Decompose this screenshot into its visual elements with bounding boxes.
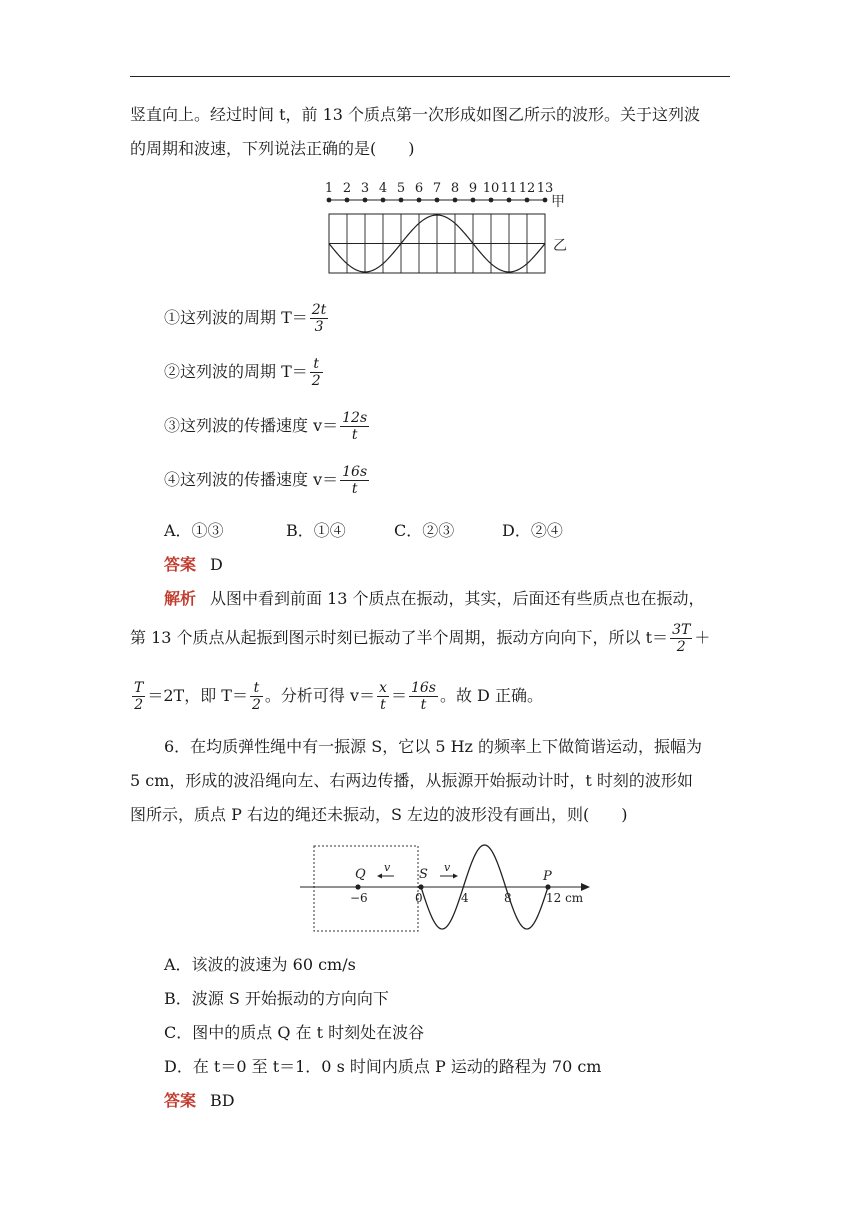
- q5-options: [164, 520, 764, 542]
- particle-label: 11: [500, 181, 518, 196]
- analysis-text: ＋: [694, 628, 711, 647]
- fraction-den: 2: [251, 697, 261, 713]
- point-q-dot: [355, 884, 360, 889]
- q6-stem-line3: 图所示，质点 P 右边的绳还未振动，S 左边的波形没有画出，则( ): [130, 805, 628, 824]
- analysis-label: 解析: [164, 589, 197, 608]
- fraction: [409, 680, 438, 713]
- answer-value: BD: [210, 1091, 235, 1110]
- particle-label: 8: [450, 181, 460, 196]
- fraction-den: t: [420, 697, 427, 713]
- fraction-num: x: [379, 680, 387, 696]
- analysis-text: 第 13 个质点从起振到图示时刻已振动了半个周期，振动方向向下，所以 t＝: [130, 628, 669, 647]
- velocity-label-left: v: [384, 861, 391, 874]
- header-rule: [130, 76, 730, 77]
- particle-label: 12: [518, 181, 536, 196]
- tick-12cm: 12 cm: [546, 891, 584, 905]
- x-axis-arrowhead: [581, 883, 590, 891]
- analysis-text: ＝2T，即 T＝: [147, 686, 248, 705]
- particle-dot: [525, 198, 530, 203]
- fraction-den: 2: [676, 639, 686, 655]
- particle-label: 6: [414, 181, 424, 196]
- particle-label: 3: [360, 181, 370, 196]
- q6-option-c[interactable]: C．图中的质点 Q 在 t 时刻处在波谷: [164, 1023, 425, 1042]
- analysis-text: 。分析可得 v＝: [264, 686, 376, 705]
- fraction: [310, 302, 329, 335]
- q6-option-d[interactable]: D．在 t＝0 至 t＝1．0 s 时间内质点 P 运动的路程为 70 cm: [164, 1057, 602, 1076]
- particle-label: 10: [482, 181, 500, 196]
- statement-2-text: ②这列波的周期 T＝: [164, 362, 308, 381]
- statement-4-text: ④这列波的传播速度 v＝: [164, 470, 339, 489]
- particle-label: 9: [468, 181, 478, 196]
- particle-dot: [399, 198, 404, 203]
- statement-2: [164, 356, 764, 396]
- q5-analysis-line1: [164, 588, 764, 610]
- q5-analysis-line2: [130, 622, 730, 662]
- fraction-den: 2: [311, 373, 321, 389]
- answer-label: 答案: [164, 1091, 197, 1110]
- velocity-arrowhead-left: [377, 874, 382, 879]
- tick-4: 4: [461, 891, 469, 905]
- fraction: [310, 356, 323, 389]
- particle-dot: [363, 198, 368, 203]
- q5-figure: [318, 178, 578, 278]
- q5-stem-line2: 的周期和波速，下列说法正确的是( ): [130, 139, 415, 158]
- velocity-label-right: v: [444, 861, 451, 874]
- label-jia: 甲: [551, 194, 565, 210]
- particle-label: 13: [536, 181, 554, 196]
- fraction: [250, 680, 263, 713]
- fraction-num: 16s: [410, 680, 436, 696]
- statement-3: [164, 410, 764, 450]
- answer-label: 答案: [164, 555, 197, 574]
- analysis-text: 。故 D 正确。: [439, 686, 543, 705]
- q5-analysis-line3: [130, 680, 730, 720]
- fraction-num: t: [310, 356, 323, 373]
- particle-dot: [471, 198, 476, 203]
- fraction-num: t: [250, 680, 263, 697]
- particle-dot: [507, 198, 512, 203]
- q6-answer: [164, 1090, 764, 1112]
- answer-value: D: [210, 555, 223, 574]
- label-p: P: [543, 869, 552, 884]
- particle-label: 5: [396, 181, 406, 196]
- option-b[interactable]: B．①④: [286, 521, 346, 540]
- label-yi: 乙: [553, 238, 567, 254]
- q6-option-a[interactable]: A．该波的波速为 60 cm/s: [164, 955, 356, 974]
- fraction-num: 3T: [672, 622, 691, 638]
- fraction-num: 2t: [311, 302, 327, 318]
- fraction: [132, 680, 145, 713]
- particle-dot: [417, 198, 422, 203]
- label-s: S: [419, 867, 428, 882]
- tick-8: 8: [504, 891, 512, 905]
- analysis-text: 从图中看到前面 13 个质点在振动，其实，后面还有些质点也在振动，: [210, 589, 705, 608]
- fraction-num: 16s: [342, 464, 368, 480]
- tick-minus6: −6: [350, 891, 368, 905]
- particle-label: 4: [378, 181, 388, 196]
- analysis-text: ＝: [390, 686, 407, 705]
- fraction-den: t: [351, 427, 358, 443]
- fraction-den: 2: [134, 697, 144, 713]
- q6-stem-line2: 5 cm，形成的波沿绳向左、右两边传播，从振源开始振动计时，t 时刻的波形如: [130, 771, 693, 790]
- option-c[interactable]: C．②③: [394, 521, 455, 540]
- q5-answer: [164, 554, 764, 576]
- fraction: [377, 680, 389, 713]
- q6-option-b[interactable]: B．波源 S 开始振动的方向向下: [164, 989, 389, 1008]
- option-a[interactable]: A．①③: [164, 521, 224, 540]
- point-p-dot: [545, 884, 550, 889]
- statement-3-text: ③这列波的传播速度 v＝: [164, 416, 339, 435]
- hidden-region-box: [314, 846, 418, 931]
- q6-stem-line1: 6．在均质弹性绳中有一振源 S，它以 5 Hz 的频率上下做简谐运动，振幅为: [164, 737, 703, 756]
- fraction-num: 12s: [342, 410, 368, 426]
- fraction: [340, 410, 369, 443]
- particle-dot: [543, 198, 548, 203]
- option-d[interactable]: D．②④: [502, 521, 563, 540]
- label-q: Q: [355, 867, 366, 882]
- velocity-arrowhead-right: [453, 874, 458, 879]
- tick-0: 0: [415, 891, 423, 905]
- fraction: [670, 622, 692, 655]
- particle-dot: [345, 198, 350, 203]
- particle-dot: [327, 198, 332, 203]
- particle-dot: [381, 198, 386, 203]
- statement-1-text: ①这列波的周期 T＝: [164, 308, 308, 327]
- particle-dot: [435, 198, 440, 203]
- q5-stem-line1: 竖直向上。经过时间 t，前 13 个质点第一次形成如图乙所示的波形。关于这列波: [130, 105, 701, 124]
- particle-dot: [489, 198, 494, 203]
- fraction: [340, 464, 369, 497]
- particle-label: 1: [324, 181, 334, 196]
- particle-label: 2: [342, 181, 352, 196]
- point-s-dot: [418, 884, 423, 889]
- fraction-den: 3: [314, 319, 324, 335]
- particle-dot: [453, 198, 458, 203]
- statement-4: [164, 464, 764, 504]
- fraction-num: T: [134, 680, 144, 696]
- statement-1: [164, 302, 764, 342]
- q6-figure: [300, 840, 600, 936]
- fraction-den: t: [380, 697, 386, 713]
- fraction-den: t: [351, 481, 358, 497]
- particle-label: 7: [432, 181, 442, 196]
